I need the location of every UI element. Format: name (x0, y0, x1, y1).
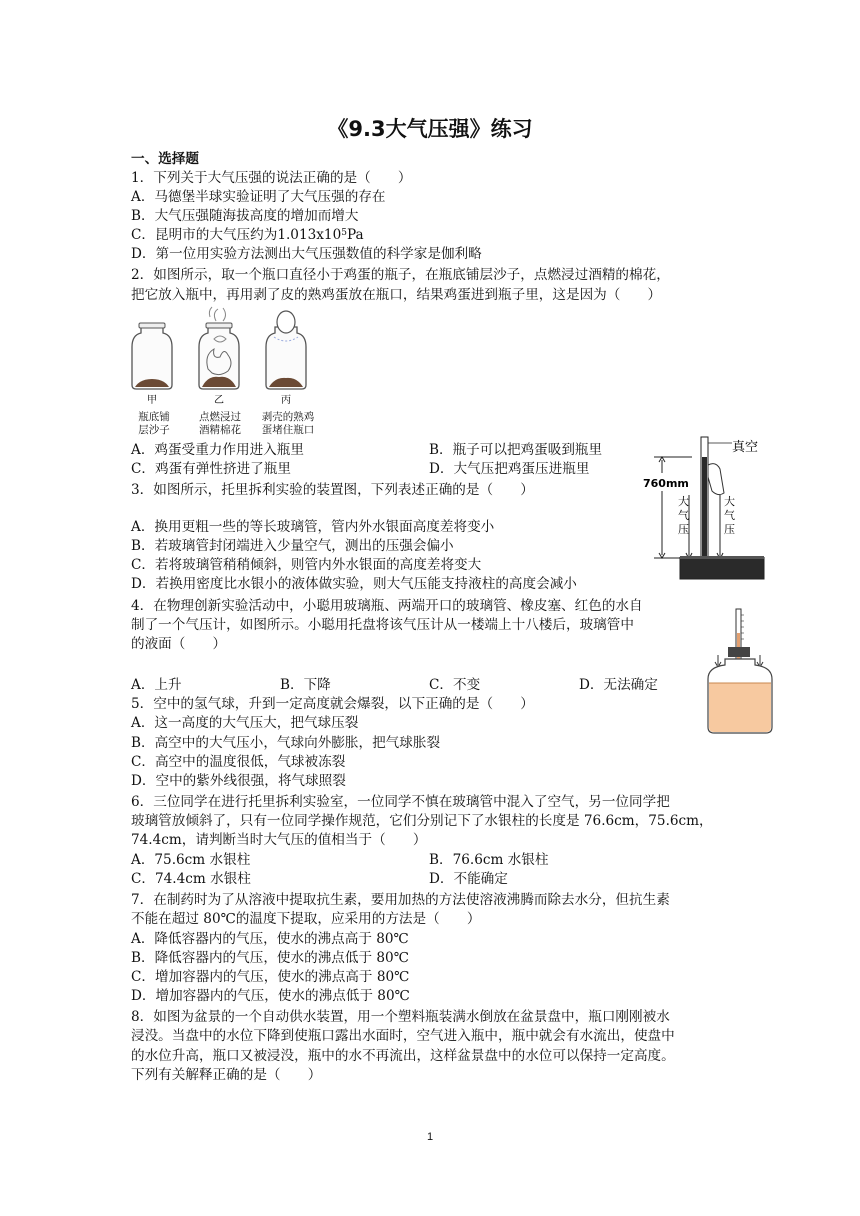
caption-jia (124, 411, 184, 437)
question-2-options-cd (131, 460, 590, 479)
question-6-line-2: 玻璃管放倾斜了，只有一位同学操作规范，它们分别记下了水银柱的长度是 76.6cm，75.6cm， (131, 813, 713, 829)
figure-label-jia: 甲 (147, 395, 157, 406)
question-5-option-c: C．高空中的温度很低，气球被冻裂 (131, 754, 346, 770)
option-c-text: C．昆明市的大气压约为1.013x10 (131, 227, 342, 243)
question-4-options (131, 676, 691, 695)
question-5-stem: 5．空中的氢气球，升到一定高度就会爆裂，以下正确的是（ ） (131, 696, 534, 712)
pressure-label-right (724, 494, 735, 536)
svg-text:压: 压 (678, 523, 689, 536)
question-2-line-2: 把它放入瓶中，再用剥了皮的熟鸡蛋放在瓶口，结果鸡蛋进到瓶子里，这是因为（ ） (131, 287, 662, 303)
question-4-line-3: 的液面（ ） (131, 636, 227, 652)
section-heading: 一、选择题 (131, 151, 199, 167)
question-5-option-d: D．空中的紫外线很强，将气球照裂 (131, 773, 346, 789)
question-1-option-d: D．第一位用实验方法测出大气压强数值的科学家是伽利略 (131, 246, 482, 262)
question-4-line-2: 制了一个气压计，如图所示。小聪用托盘将该气压计从一楼端上十八楼后，玻璃管中 (131, 617, 634, 633)
question-8-line-2: 浸没。当盘中的水位下降到使瓶口露出水面时，空气进入瓶中，瓶中就会有水流出，使盘中 (131, 1028, 675, 1044)
question-7-line-1: 7．在制药时为了从溶液中提取抗生素，要用加热的方法使溶液沸腾而除去水分，但抗生素 (131, 892, 670, 908)
question-4-line-1: 4．在物理创新实验活动中，小聪用玻璃瓶、两端开口的玻璃管、橡皮塞、红色的水自 (131, 598, 643, 614)
caption-bing-line-2: 蛋堵住瓶口 (261, 424, 315, 436)
question-6-option-c: C．74.4cm 水银柱 (131, 871, 251, 887)
torricelli-figure (640, 433, 780, 583)
svg-text:压: 压 (724, 523, 735, 536)
question-7-line-2: 不能在超过 80℃的温度下提取，应采用的方法是（ ） (131, 911, 481, 927)
vacuum-label: 真空 (732, 440, 759, 455)
question-5-option-b: B．高空中的大气压小，气球向外膨胀，把气球胀裂 (131, 735, 441, 751)
question-3-option-c: C．若将玻璃管稍稍倾斜，则管内外水银面的高度差将变大 (131, 557, 482, 573)
question-2-option-c: C．鸡蛋有弹性挤进了瓶里 (131, 461, 291, 477)
question-4-option-d: D．无法确定 (579, 677, 658, 693)
figure-label-yi: 乙 (214, 395, 224, 406)
question-3-stem: 3．如图所示，托里拆利实验的装置图，下列表述正确的是（ ） (131, 482, 534, 498)
question-2-options-ab (131, 441, 603, 460)
question-1-option-c (131, 226, 364, 245)
caption-jia-line-2: 层沙子 (138, 424, 170, 436)
figure-label-bing: 丙 (281, 395, 291, 406)
question-3-option-a: A．换用更粗一些的等长玻璃管，管内外水银面高度差将变小 (131, 519, 495, 535)
caption-yi-line-1: 点燃浸过 (199, 411, 241, 423)
question-7-option-a: A．降低容器内的气压，使水的沸点高于 80℃ (131, 931, 409, 947)
caption-yi (188, 411, 252, 437)
question-4-option-a: A．上升 (131, 677, 182, 693)
question-8-line-3: 的水位升高，瓶口又被浸没，瓶中的水不再流出，这样盆景盘中的水位可以保持一定高度。 (131, 1048, 675, 1064)
svg-text:大: 大 (724, 495, 735, 508)
height-label: 760mm (643, 477, 689, 490)
question-5-option-a: A．这一高度的大气压大，把气球压裂 (131, 715, 359, 731)
question-6-option-b: B．76.6cm 水银柱 (429, 852, 549, 868)
question-8-line-1: 8．如图为盆景的一个自动供水装置，用一个塑料瓶装满水倒放在盆景盘中，瓶口刚刚被水 (131, 1009, 670, 1025)
question-7-option-b: B．降低容器内的气压，使水的沸点低于 80℃ (131, 950, 409, 966)
caption-bing (254, 411, 322, 437)
question-3-option-d: D．若换用密度比水银小的液体做实验，则大气压能支持液柱的高度会减小 (131, 576, 577, 592)
bottle-yi (199, 307, 239, 406)
bottle-experiment-figure (124, 305, 324, 410)
svg-text:气: 气 (724, 509, 735, 522)
question-4-option-b: B．下降 (280, 677, 331, 693)
pressure-label-left (678, 494, 689, 536)
caption-yi-line-2: 酒精棉花 (199, 424, 241, 436)
question-6-options-cd (131, 870, 508, 889)
question-1-option-b: B．大气压强随海拔高度的增加而增大 (131, 208, 359, 224)
question-8-line-4: 下列有关解释正确的是（ ） (131, 1067, 322, 1083)
question-7-option-c: C．增加容器内的气压，使水的沸点高于 80℃ (131, 969, 410, 985)
question-1-stem: 1．下列关于大气压强的说法正确的是（ ） (131, 170, 412, 186)
caption-bing-line-1: 剥壳的熟鸡 (261, 411, 315, 423)
question-2-option-d: D．大气压把鸡蛋压进瓶里 (429, 461, 590, 477)
barometer-jar-figure (700, 603, 780, 738)
question-6-options-ab (131, 851, 549, 870)
page-title: 《9.3大气压强》练习 (327, 117, 533, 141)
bottle-jia (132, 323, 172, 406)
svg-text:气: 气 (678, 509, 689, 522)
svg-text:大: 大 (678, 495, 689, 508)
question-2-line-1: 2．如图所示，取一个瓶口直径小于鸡蛋的瓶子，在瓶底铺层沙子，点燃浸过酒精的棉花， (131, 267, 670, 283)
bottle-bing (266, 311, 306, 406)
question-3-option-b: B．若玻璃管封闭端进入少量空气，测出的压强会偏小 (131, 538, 454, 554)
caption-jia-line-1: 瓶底铺 (138, 411, 170, 423)
question-2-option-b: B．瓶子可以把鸡蛋吸到瓶里 (429, 442, 603, 458)
question-4-option-c: C．不变 (429, 677, 481, 693)
question-6-option-d: D．不能确定 (429, 871, 508, 887)
question-6-line-3: 74.4cm，请判断当时大气压的值相当于（ ） (131, 832, 427, 848)
exponent: 5 (341, 228, 347, 238)
option-c-unit: Pa (346, 227, 364, 243)
question-7-option-d: D．增加容器内的气压，使水的沸点低于 80℃ (131, 988, 410, 1004)
page-number: 1 (426, 1131, 434, 1143)
question-6-option-a: A．75.6cm 水银柱 (131, 852, 251, 868)
question-2-option-a: A．鸡蛋受重力作用进入瓶里 (131, 442, 304, 458)
question-6-line-1: 6．三位同学在进行托里拆利实验室，一位同学不慎在玻璃管中混入了空气，另一位同学把 (131, 794, 670, 810)
question-1-option-a: A．马德堡半球实验证明了大气压强的存在 (131, 189, 386, 205)
